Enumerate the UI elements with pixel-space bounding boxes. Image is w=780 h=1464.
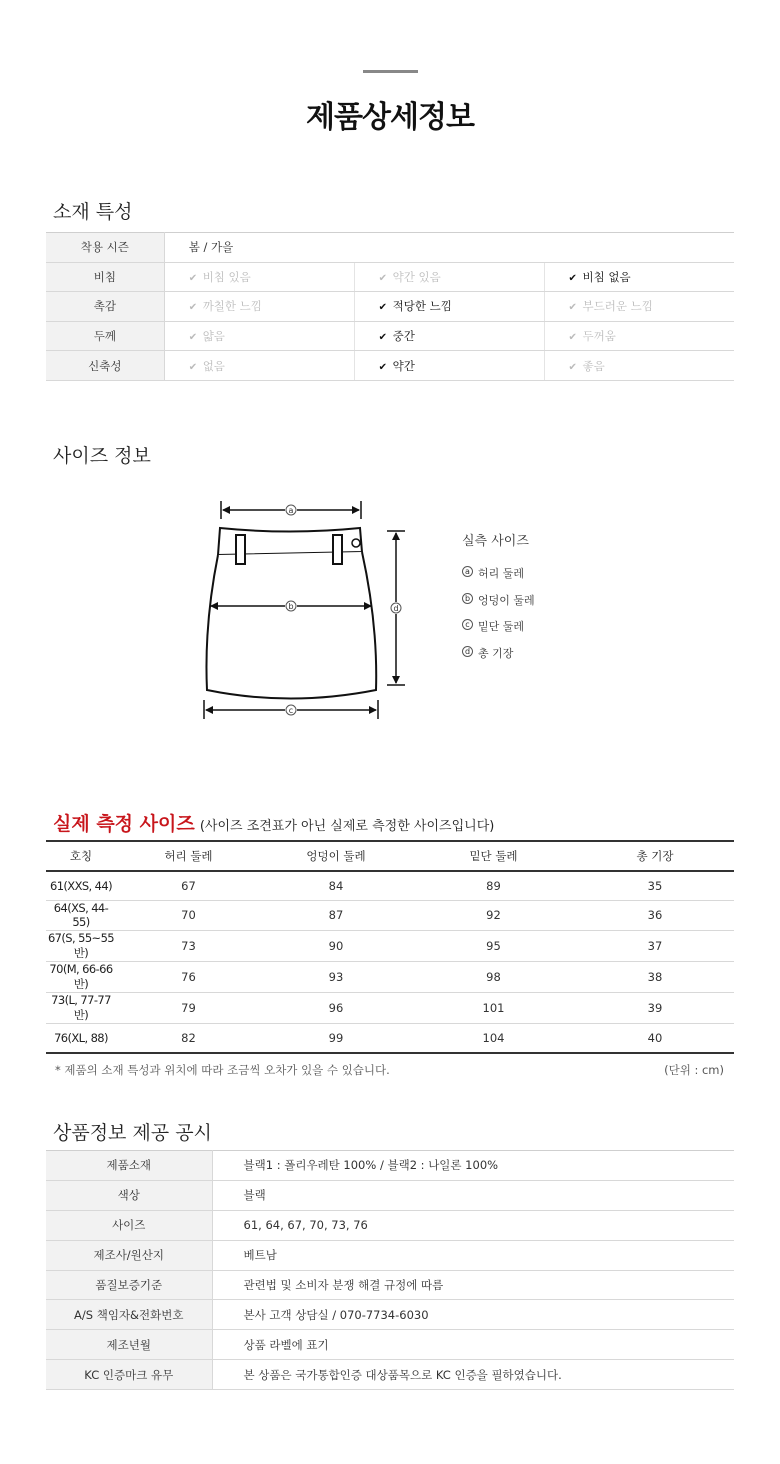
measurement-subtitle: (사이즈 조견표가 아닌 실제로 측정한 사이즈입니다) — [199, 819, 495, 834]
legend-item: b 엉덩이 둘레 — [462, 592, 535, 619]
check-icon: ✔ — [188, 332, 198, 344]
check-icon: ✔ — [378, 302, 387, 314]
unit-label: (단위 : cm) — [664, 1063, 724, 1077]
material-option: ✔ 좋음 — [544, 351, 734, 381]
belt-loop — [236, 535, 245, 564]
table-row: 제조년월 상품 라벨에 표기 — [46, 1330, 734, 1360]
material-label: 촉감 — [46, 292, 164, 322]
marker-circle-icon: d — [462, 646, 473, 657]
measurement-title-main: 실제 측정 사이즈 — [53, 813, 195, 835]
measurement-title — [53, 809, 494, 836]
check-icon: ✔ — [378, 361, 387, 373]
column-header: 총 기장 — [576, 841, 734, 871]
legend-item: a 허리 둘레 — [462, 565, 535, 592]
table-row: 품질보증기준 관련법 및 소비자 분쟁 해결 규정에 따름 — [46, 1270, 734, 1300]
marker-circle-icon: b — [462, 593, 473, 604]
check-icon: ✔ — [568, 332, 577, 344]
table-row: 61(XXS, 44) 67 84 89 35 — [46, 871, 734, 901]
marker-circle-icon: a — [462, 566, 473, 577]
size-table-header — [46, 841, 734, 871]
check-icon: ✔ — [378, 332, 387, 344]
material-row — [46, 262, 734, 292]
size-legend — [462, 530, 535, 671]
table-row: 70(M, 66-66반) 76 93 98 38 — [46, 961, 734, 992]
table-row: 73(L, 77-77반) 79 96 101 39 — [46, 992, 734, 1023]
size-table — [46, 840, 734, 1054]
material-table — [46, 232, 734, 381]
table-row: 제조사/원산지 베트남 — [46, 1240, 734, 1270]
table-row: 제품소재 블랙1 : 폴리우레탄 100% / 블랙2 : 나일론 100% — [46, 1151, 734, 1181]
product-notice-title: 상품정보 제공 공시 — [53, 1122, 212, 1144]
measure-line-c — [204, 700, 378, 719]
material-option: ✔ 비침 있음 — [164, 262, 354, 292]
material-option: ✔ 얇음 — [164, 321, 354, 351]
button-icon — [352, 539, 360, 547]
column-header: 엉덩이 둘레 — [261, 841, 411, 871]
skirt-outline — [206, 528, 376, 699]
material-option: ✔ 부드러운 느낌 — [544, 292, 734, 322]
check-icon: ✔ — [188, 361, 198, 373]
marker-circle-icon: c — [462, 619, 473, 630]
column-header: 호칭 — [46, 841, 116, 871]
table-row: 사이즈 61, 64, 67, 70, 73, 76 — [46, 1210, 734, 1240]
table-row: 76(XL, 88) 82 99 104 40 — [46, 1023, 734, 1053]
material-section-title: 소재 특성 — [53, 201, 133, 223]
material-row — [46, 292, 734, 322]
material-option: ✔ 비침 없음 — [544, 262, 734, 292]
material-row — [46, 321, 734, 351]
material-row — [46, 351, 734, 381]
measure-line-d — [387, 531, 405, 685]
measure-line-a — [221, 501, 361, 519]
material-option: ✔ 없음 — [164, 351, 354, 381]
check-icon: ✔ — [378, 272, 387, 284]
belt-loop — [333, 535, 342, 564]
check-icon: ✔ — [568, 272, 577, 284]
size-info-section-title: 사이즈 정보 — [53, 445, 151, 467]
table-row: 67(S, 55~55반) 73 90 95 37 — [46, 930, 734, 961]
svg-text:c: c — [288, 706, 294, 715]
svg-text:b: b — [288, 602, 294, 611]
measurement-note: * 제품의 소재 특성과 위치에 따라 조금씩 오차가 있을 수 있습니다. — [55, 1063, 390, 1077]
product-notice-table — [46, 1150, 734, 1390]
material-option: ✔ 약간 있음 — [354, 262, 544, 292]
material-label: 신축성 — [46, 351, 164, 381]
svg-text:d: d — [393, 604, 399, 613]
legend-item: c 밑단 둘레 — [462, 618, 535, 645]
material-option: ✔ 중간 — [354, 321, 544, 351]
material-option: ✔ 약간 — [354, 351, 544, 381]
page-title: 제품상세정보 — [306, 100, 474, 135]
column-header: 허리 둘레 — [116, 841, 261, 871]
material-row-season — [46, 233, 734, 263]
check-icon: ✔ — [568, 361, 577, 373]
legend-item: d 총 기장 — [462, 645, 535, 672]
skirt-diagram — [190, 495, 420, 730]
material-option: ✔ 까칠한 느낌 — [164, 292, 354, 322]
check-icon: ✔ — [188, 302, 198, 314]
material-option: ✔ 적당한 느낌 — [354, 292, 544, 322]
material-label: 비침 — [46, 262, 164, 292]
marker-label: a — [288, 506, 294, 515]
table-row: 색상 블랙 — [46, 1180, 734, 1210]
column-header: 밑단 둘레 — [411, 841, 576, 871]
legend-title: 실측 사이즈 — [462, 534, 529, 549]
table-row: A/S 책임자&전화번호 본사 고객 상담실 / 070-7734-6030 — [46, 1300, 734, 1330]
material-season-value: 봄 / 가을 — [164, 233, 734, 263]
title-divider — [363, 70, 418, 73]
material-label: 두께 — [46, 321, 164, 351]
table-row: KC 인증마크 유무 본 상품은 국가통합인증 대상품목으로 KC 인증을 필하였습니다. — [46, 1360, 734, 1390]
check-icon: ✔ — [188, 272, 198, 284]
material-option: ✔ 두꺼움 — [544, 321, 734, 351]
check-icon: ✔ — [568, 302, 577, 314]
table-row: 64(XS, 44-55) 70 87 92 36 — [46, 901, 734, 931]
material-label: 착용 시즌 — [46, 233, 164, 263]
